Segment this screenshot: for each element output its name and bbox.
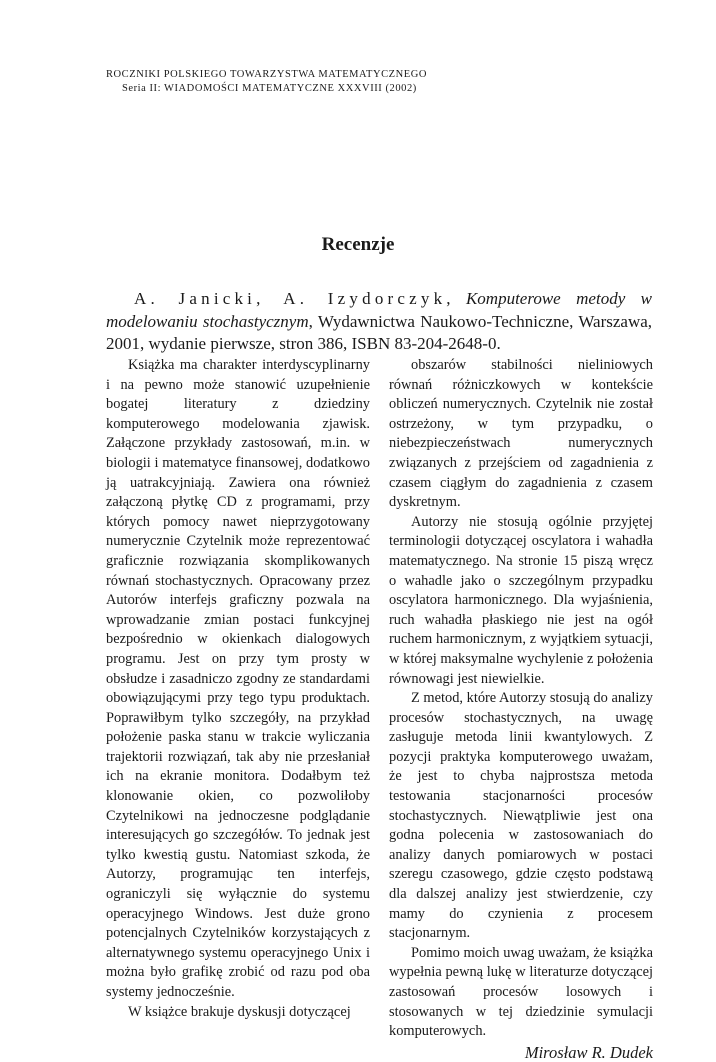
journal-title: ROCZNIKI POLSKIEGO TOWARZYSTWA MATEMATYCZNEGO <box>106 69 427 80</box>
right-column <box>389 356 653 1062</box>
section-title: Recenzje <box>321 234 395 255</box>
book-citation: A. Janicki, A. Izydorczyk, Komputerowe metody w modelowaniu stochastycznym, Wydawnictwa Naukowo-Techniczne, Warszawa, 2001, wydanie pierwsze, stron 386, ISBN 83-204-2648-0. <box>106 289 653 353</box>
citation-authors: A. Janicki, A. Izydorczyk <box>134 289 447 308</box>
reviewer-signature: Mirosław R. Dudek <box>524 1042 653 1062</box>
journal-header <box>106 68 427 96</box>
left-column <box>106 356 370 1022</box>
paragraph: obszarów stabilności nieliniowych równań różniczkowych w kontekście obliczeń numerycznych. Czytelnik nie został ostrzeżony, w tym przypadku, o niebezpieczeństwach numerycznych związanych z przejściem od zagadnienia z czasem ciągłym do zagadnienia z czasem dyskretnym. <box>389 357 653 511</box>
paragraph: W książce brakuje dyskusji dotyczącej <box>128 1003 351 1020</box>
journal-series: Seria II: WIADOMOŚCI MATEMATYCZNE XXXVIII (2002) <box>122 83 417 94</box>
citation-book-title: Komputerowe metody w modelowaniu stochastycznym <box>106 289 653 331</box>
paragraph: Z metod, które Autorzy stosują do analizy procesów stochastycznych, na uwagę zasługuje metoda linii kwantylowych. Z pozycji praktyka komputerowego uważam, że jest to chyba najprostsza metoda testowania stacjonarności procesów stochastycznych. Niewątpliwie jest ona godna polecenia w zastosowaniach do analizy danych pomiarowych w postaci szeregu czasowego, gdzie często podstawą dla dalszej analizy jest stwierdzenie, czy mamy do czynienia z procesem stacjonarnym. <box>389 690 653 942</box>
paragraph: Pomimo moich uwag uważam, że książka wypełnia pewną lukę w literaturze dotyczącej zastosowań procesów losowych i stosowanych w tej dziedzinie symulacji komputerowych. <box>389 944 653 1040</box>
paragraph: Książka ma charakter interdyscyplinarny i na pewno może stanowić uzupełnienie bogatej literatury z dziedziny komputerowego modelowania zjawisk. Załączone przykłady zastosowań, m.in. w biologii i matematyce finansowej, dodatkowo ją uatrakcyjniają. Zawiera ona również załączoną płytkę CD z programami, przy których pomocy nawet nieprzygotowany numerycznie Czytelnik może reprezentować graficznie rozwiązania skomplikowanych równań stochastycznych. Opracowany przez Autorów interfejs graficzny pozwala na wprowadzanie zmian postaci funkcyjnej bezpośrednio w okienkach dialogowych programu. Jest on przy tym prosty w obsłudze i zasadniczo zgodny ze standardami obowiązującymi przy tego typu produktach. Poprawiłbym tylko szczegóły, na przykład położenie paska stanu w trakcie wyliczania trajektorii rozwiązań, tak aby nie przesłaniał ich na ekranie monitora. Dodałbym też klonowanie okien, co pozwoliłoby Czytelnikowi na jednoczesne podglądanie interesujących go szczegółów. To jednak jest tylko kwestią gustu. Natomiast szkoda, że Autorzy, programując ten interfejs, ograniczyli się wyłącznie do systemu operacyjnego Windows. Jest duże grono potencjalnych Czytelników korzystających z alternatywnego systemu operacyjnego Unix i można było grafikę zrobić od razu pod oba systemy jednocześnie. <box>106 357 370 1000</box>
paragraph: Autorzy nie stosują ogólnie przyjętej terminologii dotyczącej oscylatora i wahadła matematycznego. Na stronie 15 piszą wręcz o wahadle jako o szczególnym przypadku oscylatora harmonicznego. Dla wyjaśnienia, ruch wahadła płaskiego nie jest na ogół ruchem harmonicznym, z wyjątkiem sytuacji, w której maksymalne wychylenie z położenia równowagi jest niewielkie. <box>389 513 653 687</box>
citation-details: , Wydawnictwa Naukowo-Techniczne, Warszawa, 2001, wydanie pierwsze, stron 386, ISBN 83-204-2648-0. <box>106 311 653 353</box>
